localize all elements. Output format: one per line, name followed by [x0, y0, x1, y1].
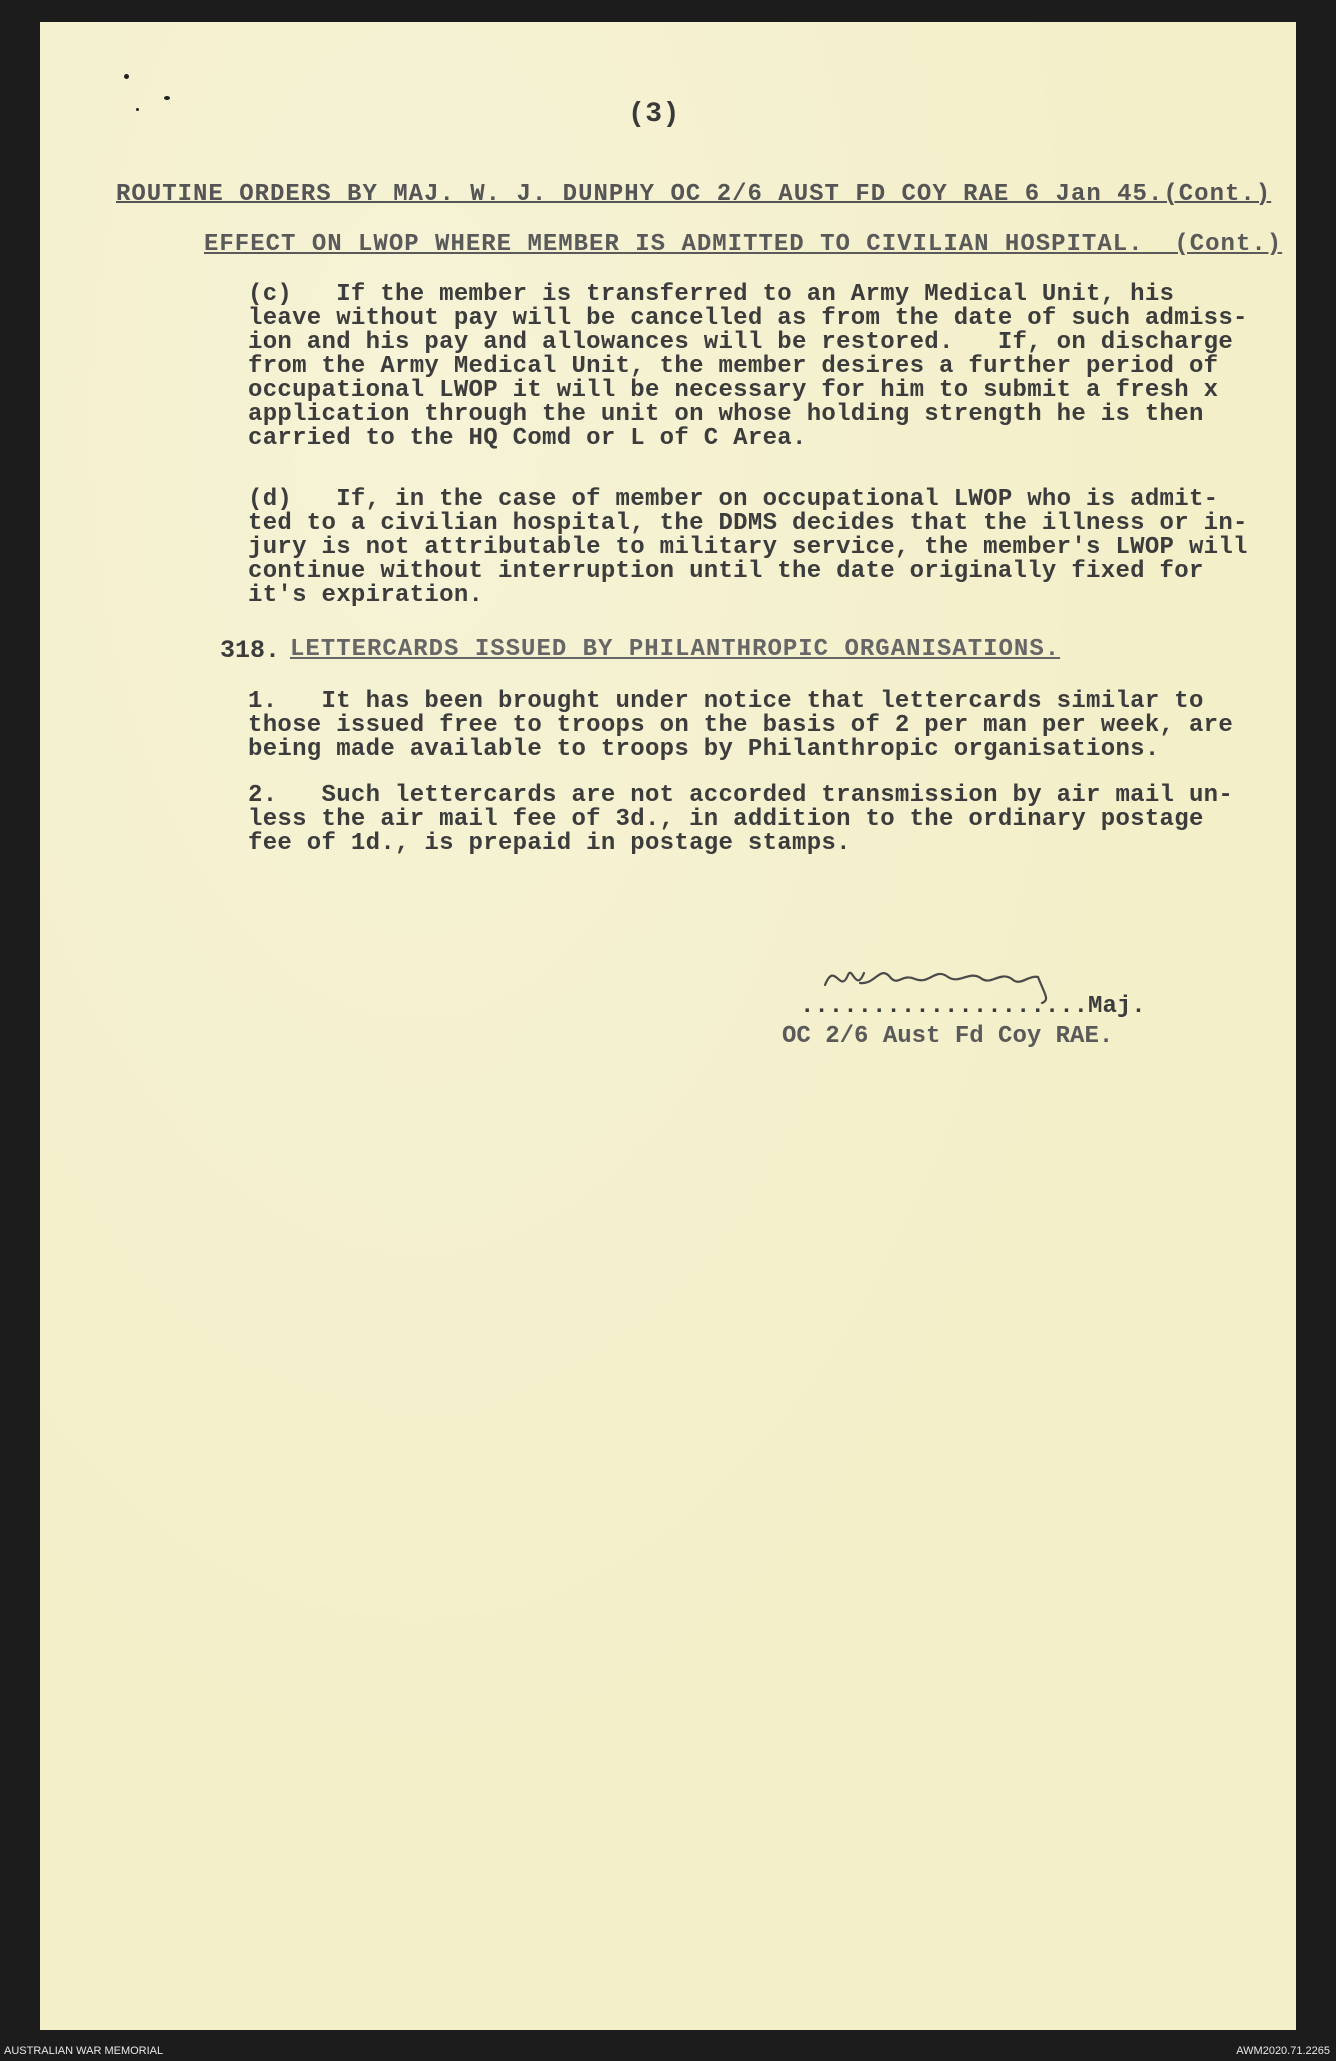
ink-speck: [124, 74, 129, 79]
ink-speck: [164, 96, 170, 100]
section-title: LETTERCARDS ISSUED BY PHILANTHROPIC ORGANISATIONS.: [290, 636, 1061, 663]
paragraph-2: 2. Such lettercards are not accorded transmission by air mail un- less the air mail fee of 3d., in addition to the ordinary postage fee of 1d., is prepaid in postage stamps.: [248, 782, 1234, 857]
footer-credit: AUSTRALIAN WAR MEMORIAL: [4, 2045, 164, 2057]
ink-speck: [136, 108, 139, 111]
section-number: 318.: [220, 636, 281, 665]
paragraph-c: (c) If the member is transferred to an Army Medical Unit, his leave without pay will be cancelled as from the date of such admiss- ion and his pay and allowances will be restored. If, on discharge from the Army Medical Unit, the member desires a further period of occupational LWOP it will be necessary for him to submit a fresh x application through the unit on whose holding strength he is then carried to the HQ Comd or L of C Area.: [248, 281, 1248, 452]
paragraph-d: (d) If, in the case of member on occupational LWOP who is admit- ted to a civilian hospital, the DDMS decides that the illness or in- jury is not attributable to military service, the member's LWOP will continue without interruption until the date originally fixed for it's expiration.: [248, 486, 1248, 609]
paragraph-1: 1. It has been brought under notice that lettercards similar to those issued free to troops on the basis of 2 per man per week, are being made available to troops by Philanthropic organisations.: [248, 688, 1234, 763]
document-header: ROUTINE ORDERS BY MAJ. W. J. DUNPHY OC 2/6 AUST FD COY RAE 6 Jan 45.(Cont.): [116, 181, 1272, 208]
section-subheader: EFFECT ON LWOP WHERE MEMBER IS ADMITTED TO CIVILIAN HOSPITAL. (Cont.): [204, 231, 1283, 258]
signature-line: ....................Maj.: [800, 993, 1146, 1020]
page-number: (3): [628, 99, 680, 130]
footer-accession-number: AWM2020.71.2265: [1236, 2045, 1330, 2057]
signature-title: OC 2/6 Aust Fd Coy RAE.: [782, 1023, 1114, 1050]
